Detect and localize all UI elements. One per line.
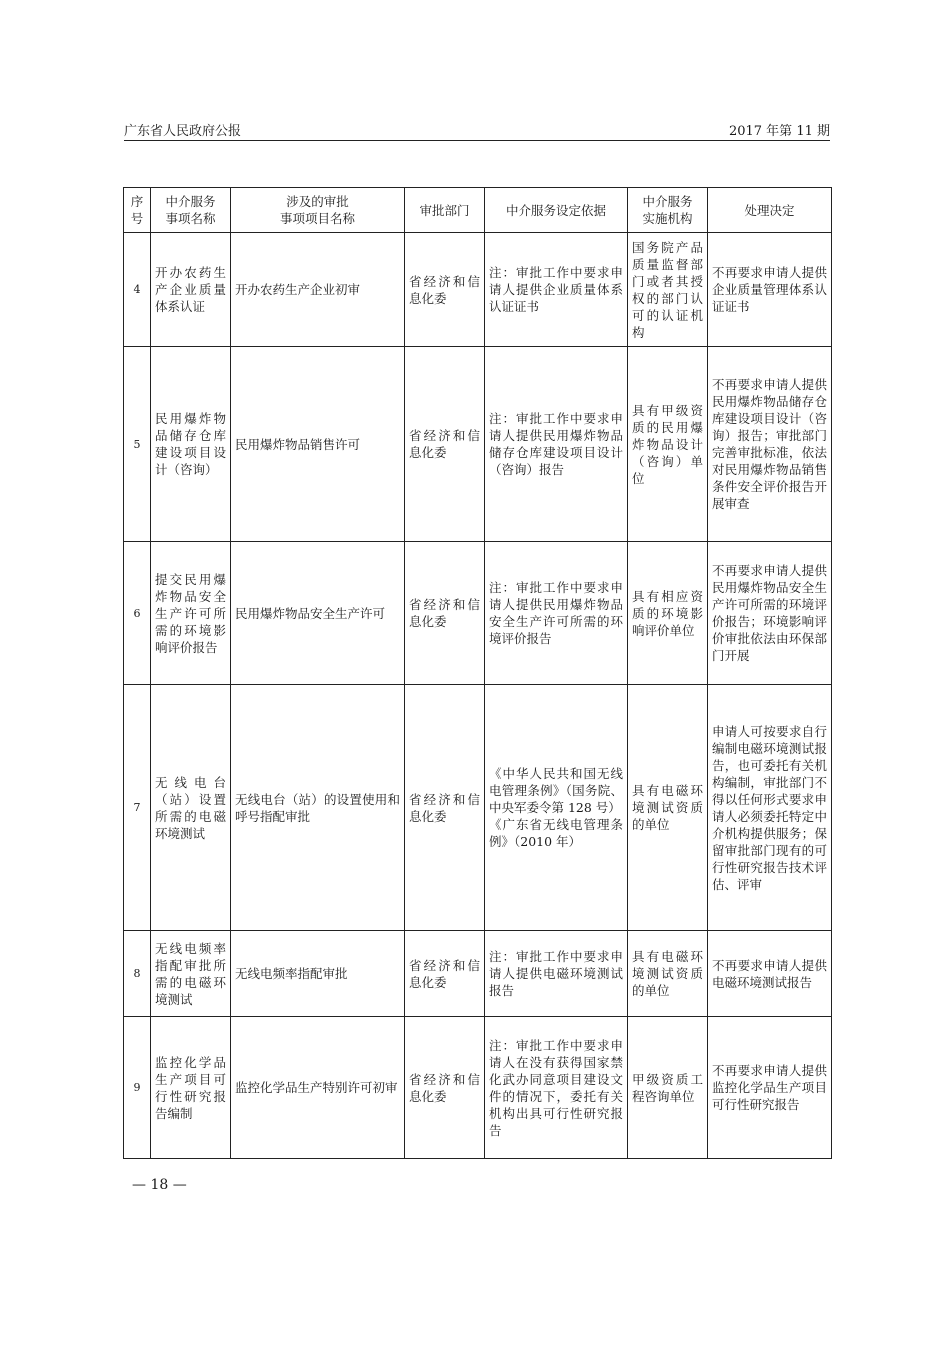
table-row (124, 233, 832, 347)
department-cell: 省经济和信息化委 (405, 685, 485, 931)
basis-cell: 注：审批工作中要求申请人提供电磁环境测试报告 (485, 931, 628, 1017)
department-cell: 省经济和信息化委 (405, 931, 485, 1017)
approval-item-cell: 民用爆炸物品销售许可 (231, 347, 405, 542)
table-row (124, 685, 832, 931)
row-number: 4 (124, 233, 151, 347)
approval-item-cell: 监控化学品生产特别许可初审 (231, 1017, 405, 1159)
col-agency-header: 中介服务 实施机构 (628, 188, 708, 233)
service-name-cell: 监控化学品生产项目可行性研究报告编制 (151, 1017, 231, 1159)
col-basis-header: 中介服务设定依据 (485, 188, 628, 233)
agency-cell: 甲级资质工程咨询单位 (628, 1017, 708, 1159)
table-row (124, 542, 832, 685)
service-name-cell: 无线电频率指配审批所需的电磁环境测试 (151, 931, 231, 1017)
row-number: 8 (124, 931, 151, 1017)
agency-cell: 具有相应资质的环境影响评价单位 (628, 542, 708, 685)
basis-cell: 注：审批工作中要求申请人提供企业质量体系认证证书 (485, 233, 628, 347)
agency-cell: 具有电磁环境测试资质的单位 (628, 685, 708, 931)
service-name-cell: 开办农药生产企业质量体系认证 (151, 233, 231, 347)
row-number: 7 (124, 685, 151, 931)
department-cell: 省经济和信息化委 (405, 542, 485, 685)
row-number: 9 (124, 1017, 151, 1159)
page-header (124, 118, 830, 141)
decision-cell: 不再要求申请人提供民用爆炸物品储存仓库建设项目设计（咨询）报告；审批部门完善审批标准，依法对民用爆炸物品销售条件安全评价报告开展审查 (708, 347, 832, 542)
approval-item-cell: 无线电台（站）的设置使用和呼号指配审批 (231, 685, 405, 931)
agency-cell: 国务院产品质量监督部门或者其授权的部门认可的认证机构 (628, 233, 708, 347)
col-service-name-header: 中介服务 事项名称 (151, 188, 231, 233)
agency-cell: 具有甲级资质的民用爆炸物品设计（咨询）单位 (628, 347, 708, 542)
service-name-cell: 提交民用爆炸物品安全生产许可所需的环境影响评价报告 (151, 542, 231, 685)
basis-cell: 注：审批工作中要求申请人提供民用爆炸物品储存仓库建设项目设计（咨询）报告 (485, 347, 628, 542)
row-number: 5 (124, 347, 151, 542)
table-body (124, 233, 832, 1159)
table-header-row (124, 188, 832, 233)
basis-cell: 注：审批工作中要求申请人在没有获得国家禁化武办同意项目建设文件的情况下，委托有关机构出具可行性研究报告 (485, 1017, 628, 1159)
table-row (124, 347, 832, 542)
col-approval-item-header: 涉及的审批 事项项目名称 (231, 188, 405, 233)
agency-cell: 具有电磁环境测试资质的单位 (628, 931, 708, 1017)
decision-cell: 不再要求申请人提供监控化学品生产项目可行性研究报告 (708, 1017, 832, 1159)
decision-cell: 申请人可按要求自行编制电磁环境测试报告，也可委托有关机构编制，审批部门不得以任何形式要求申请人必须委托特定中介机构提供服务；保留审批部门现有的可行性研究报告技术评估、评审 (708, 685, 832, 931)
issue-number: 2017 年第 11 期 (728, 124, 830, 139)
department-cell: 省经济和信息化委 (405, 233, 485, 347)
basis-cell: 注：审批工作中要求申请人提供民用爆炸物品安全生产许可所需的环境评价报告 (485, 542, 628, 685)
col-decision-header: 处理决定 (708, 188, 832, 233)
publication-title: 广东省人民政府公报 (124, 124, 242, 139)
basis-cell: 《中华人民共和国无线电管理条例》（国务院、中央军委令第 128 号） 《广东省无线电管理条例》（2010 年） (485, 685, 628, 931)
decision-cell: 不再要求申请人提供民用爆炸物品安全生产许可所需的环境评价报告；环境影响评价审批依法由环保部门开展 (708, 542, 832, 685)
approval-item-cell: 无线电频率指配审批 (231, 931, 405, 1017)
department-cell: 省经济和信息化委 (405, 347, 485, 542)
page-number: — 18 — (132, 1177, 187, 1193)
decision-cell: 不再要求申请人提供电磁环境测试报告 (708, 931, 832, 1017)
department-cell: 省经济和信息化委 (405, 1017, 485, 1159)
decision-cell: 不再要求申请人提供企业质量管理体系认证证书 (708, 233, 832, 347)
table-row (124, 931, 832, 1017)
service-name-cell: 民用爆炸物品储存仓库建设项目设计（咨询） (151, 347, 231, 542)
approval-item-cell: 开办农药生产企业初审 (231, 233, 405, 347)
row-number: 6 (124, 542, 151, 685)
service-table (123, 187, 832, 1159)
col-department-header: 审批部门 (405, 188, 485, 233)
approval-item-cell: 民用爆炸物品安全生产许可 (231, 542, 405, 685)
service-name-cell: 无线电台（站）设置所需的电磁环境测试 (151, 685, 231, 931)
col-number-header: 序号 (124, 188, 151, 233)
table-row (124, 1017, 832, 1159)
